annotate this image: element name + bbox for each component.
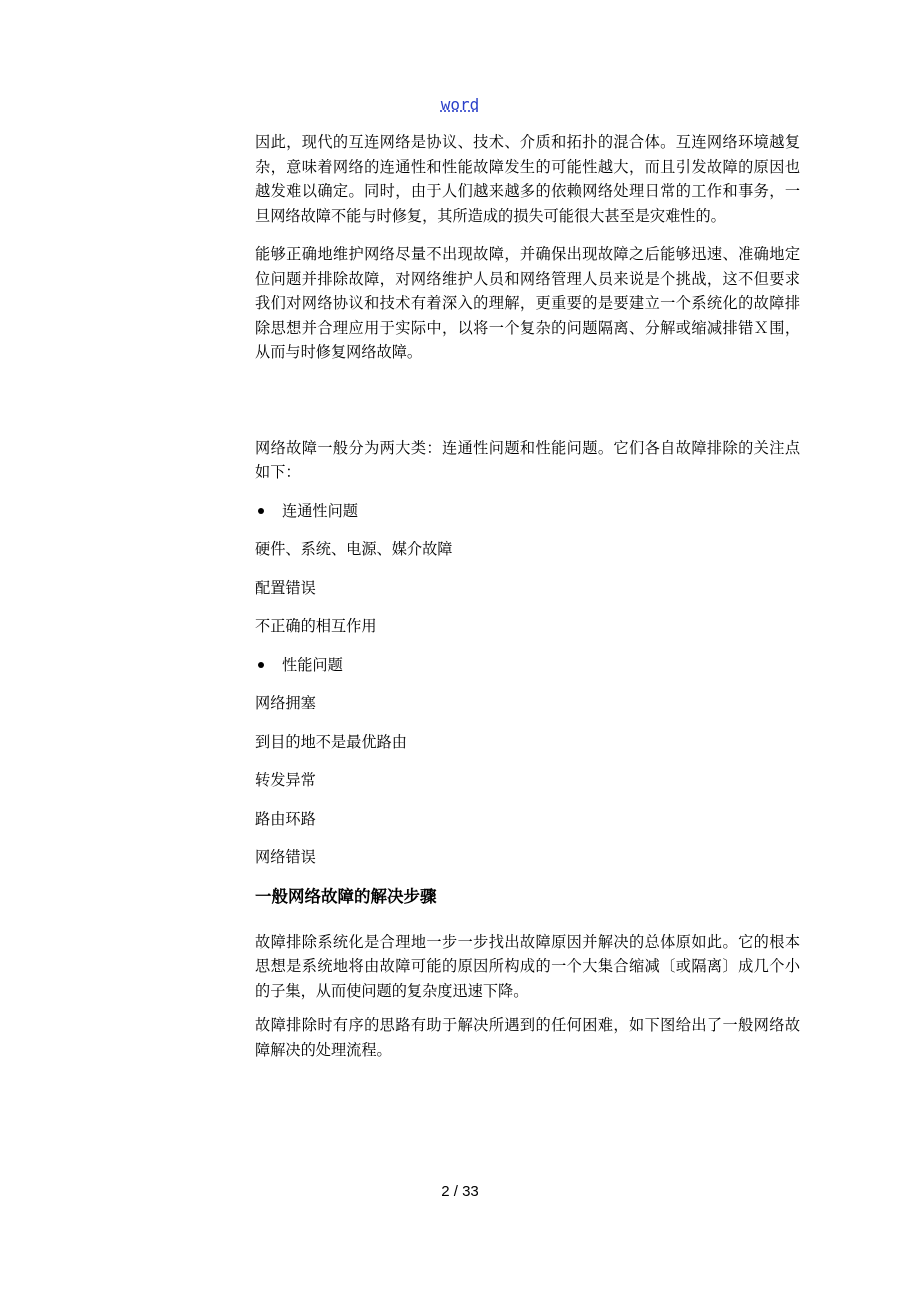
bullet-performance-label: 性能问题 — [282, 655, 343, 674]
list-item: 硬件、系统、电源、媒介故障 — [255, 540, 453, 558]
list-item: 到目的地不是最优路由 — [255, 732, 407, 751]
page-content — [255, 130, 800, 1062]
bullet-connectivity-label: 连通性问题 — [282, 501, 358, 520]
process-paragraph: 故障排除时有序的思路有助于解决所遇到的任何困难，如下图给出了一般网络故障解决的处理流程。 — [255, 1016, 800, 1059]
bullet-performance — [255, 653, 800, 678]
list-item: 配置错误 — [255, 578, 316, 597]
systematic-paragraph: 故障排除系统化是合理地一步一步找出故障原因并解决的总体原如此。它的根本思想是系统地将由故障可能的原因所构成的一个大集合缩减〔或隔离〕成几个小的子集，从而使问题的复杂度迅速下降。 — [255, 932, 800, 1000]
fault-types-paragraph: 网络故障一般分为两大类：连通性问题和性能问题。它们各自故障排除的关注点如下： — [255, 438, 800, 481]
list-item: 转发异常 — [255, 771, 316, 789]
list-item: 不正确的相互作用 — [255, 617, 377, 635]
list-item: 网络错误 — [255, 848, 316, 866]
list-item: 路由环路 — [255, 809, 316, 828]
list-item: 网络拥塞 — [255, 694, 316, 712]
page-number: 2 / 33 — [441, 1183, 479, 1200]
maintenance-paragraph: 能够正确地维护网络尽量不出现故障，并确保出现故障之后能够迅速、准确地定位问题并排除故障，对网络维护人员和网络管理人员来说是个挑战，这不但要求我们对网络协议和技术有着深入的理解，更重要的是要建立一个系统化的故障排除思想并合理应用于实际中，以将一个复杂的问题隔离、分解或缩减排错Ｘ围，从而与时修复网络故障。 — [255, 245, 800, 361]
bullet-icon — [258, 662, 264, 668]
page-header: word — [440, 95, 480, 114]
bullet-icon — [258, 508, 264, 514]
intro-paragraph: 因此，现代的互连网络是协议、技术、介质和拓扑的混合体。互连网络环境越复杂，意味着网络的连通性和性能故障发生的可能性越大，而且引发故障的原因也越发难以确定。同时，由于人们越来越多的依赖网络处理日常的工作和事务，一旦网络故障不能与时修复，其所造成的损失可能很大甚至是灾难性的。 — [255, 133, 800, 225]
section-heading: 一般网络故障的解决步骤 — [255, 886, 437, 906]
bullet-connectivity — [255, 499, 800, 524]
